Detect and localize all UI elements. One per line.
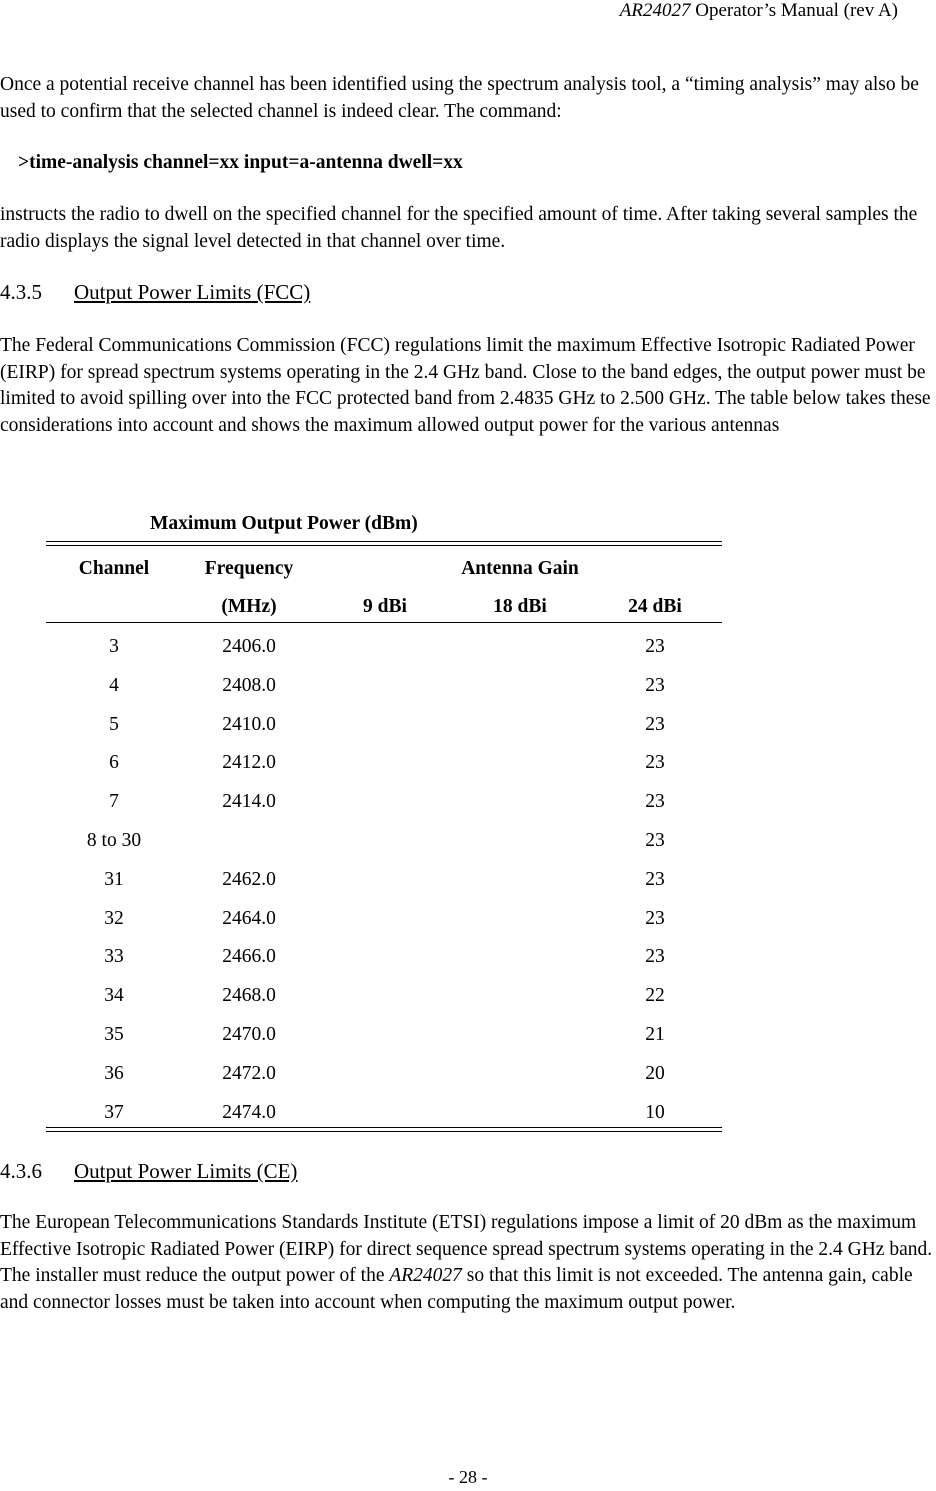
cell-gain-24: 22 — [645, 985, 665, 1007]
cell-frequency: 2466.0 — [222, 946, 276, 968]
intro-paragraph-2: instructs the radio to dwell on the specified channel for the specified amount of time. After taking several samples the radio displays the signal level detected in that channel over time. — [0, 204, 918, 252]
cell-gain-24: 23 — [645, 713, 665, 735]
table-header-rule — [46, 622, 722, 623]
cell-channel: 7 — [109, 791, 119, 813]
command-text: >time-analysis channel=xx input=a-antenna dwell=xx — [18, 152, 463, 173]
cell-frequency: 2472.0 — [222, 1062, 276, 1084]
cell-channel: 8 to 30 — [86, 830, 142, 851]
cell-frequency: 2468.0 — [222, 985, 276, 1007]
fcc-paragraph: The Federal Communications Commission (FCC) regulations limit the maximum Effective Isotropic Radiated Power (EIRP) for spread spectrum systems operating in the 2.4 GHz band. Close to the band edges, the output power must be limited to avoid spilling over into the FCC protected band from 2.4835 GHz to 2.500 GHz. The table below takes these considerations into account and shows the maximum allowed output power for the various antennas — [0, 335, 931, 436]
ce-paragraph — [0, 1210, 936, 1316]
table-bottom-rule — [46, 1127, 722, 1128]
cell-channel: 31 — [104, 868, 124, 890]
ce-text-2: so that this limit is not exceeded. The antenna gain, cable and connector losses must be taken into account when computing the maximum output power. — [0, 1265, 913, 1313]
section-title: Output Power Limits (FCC) — [74, 280, 311, 304]
cell-gain-24: 20 — [645, 1062, 665, 1084]
section-heading-ce — [0, 1159, 297, 1184]
header-gain-18: 18 dBi — [493, 596, 547, 617]
intro-paragraph: Once a potential receive channel has been identified using the spectrum analysis tool, a “timing analysis” may also be used to confirm that the selected channel is indeed clear. The command: — [0, 74, 919, 122]
cell-frequency: 2462.0 — [222, 868, 276, 890]
header-channel: Channel — [78, 558, 150, 579]
running-header — [620, 0, 898, 22]
ce-product-name: AR24027 — [389, 1265, 462, 1286]
table-title: Maximum Output Power (dBm) — [150, 513, 418, 534]
cell-channel: 35 — [104, 1024, 124, 1045]
cell-frequency: 2408.0 — [222, 674, 276, 696]
cell-channel: 5 — [109, 713, 119, 735]
section-title: Output Power Limits (CE) — [74, 1159, 298, 1183]
table-bottom-rule-2 — [46, 1131, 722, 1132]
cell-channel: 33 — [104, 946, 124, 968]
cell-channel: 36 — [104, 1062, 124, 1084]
table-top-rule — [46, 541, 722, 542]
cell-gain-24: 23 — [645, 907, 665, 929]
cell-frequency: 2410.0 — [222, 713, 276, 735]
header-doc-id: AR24027 — [619, 0, 691, 21]
cell-channel: 3 — [109, 636, 119, 657]
cell-gain-24: 23 — [645, 830, 665, 851]
cell-gain-24: 10 — [645, 1101, 665, 1123]
cell-gain-24: 23 — [645, 752, 665, 774]
cell-frequency: 2474.0 — [222, 1101, 276, 1123]
cell-frequency: 2470.0 — [222, 1024, 276, 1045]
cell-gain-24: 23 — [645, 868, 665, 890]
header-frequency-unit: (MHz) — [221, 596, 277, 617]
cell-gain-24: 23 — [645, 946, 665, 968]
cell-frequency: 2414.0 — [222, 791, 276, 813]
header-frequency: Frequency — [204, 558, 294, 579]
header-antenna-gain: Antenna Gain — [461, 558, 579, 579]
header-suffix: Operator’s Manual (rev A) — [690, 0, 898, 21]
cell-channel: 37 — [104, 1101, 124, 1123]
cell-gain-24: 23 — [645, 636, 665, 657]
cell-channel: 32 — [104, 907, 124, 929]
table-top-rule-2 — [46, 545, 722, 546]
cell-channel: 6 — [109, 752, 119, 774]
cell-frequency: 2412.0 — [222, 752, 276, 774]
header-gain-9: 9 dBi — [363, 596, 407, 617]
page-number: - 28 - — [448, 1467, 488, 1487]
cell-gain-24: 23 — [645, 674, 665, 696]
cell-frequency: 2464.0 — [222, 907, 276, 929]
cell-frequency: 2406.0 — [222, 636, 276, 657]
cell-channel: 34 — [104, 985, 124, 1007]
section-number: 4.3.5 — [0, 280, 42, 304]
cell-channel: 4 — [109, 674, 119, 696]
header-gain-24: 24 dBi — [628, 596, 682, 617]
section-number: 4.3.6 — [0, 1159, 42, 1183]
section-heading-fcc — [0, 280, 310, 305]
ce-text-1: The European Telecommunications Standards Institute (ETSI) regulations impose a limit of 20 dBm as the maximum Effective Isotropic Radiated Power (EIRP) for direct sequence spread spectrum systems operating in the 2.4 GHz band. The installer must reduce the output power of the — [0, 1212, 933, 1286]
cell-gain-24: 21 — [645, 1024, 665, 1045]
cell-gain-24: 23 — [645, 791, 665, 813]
